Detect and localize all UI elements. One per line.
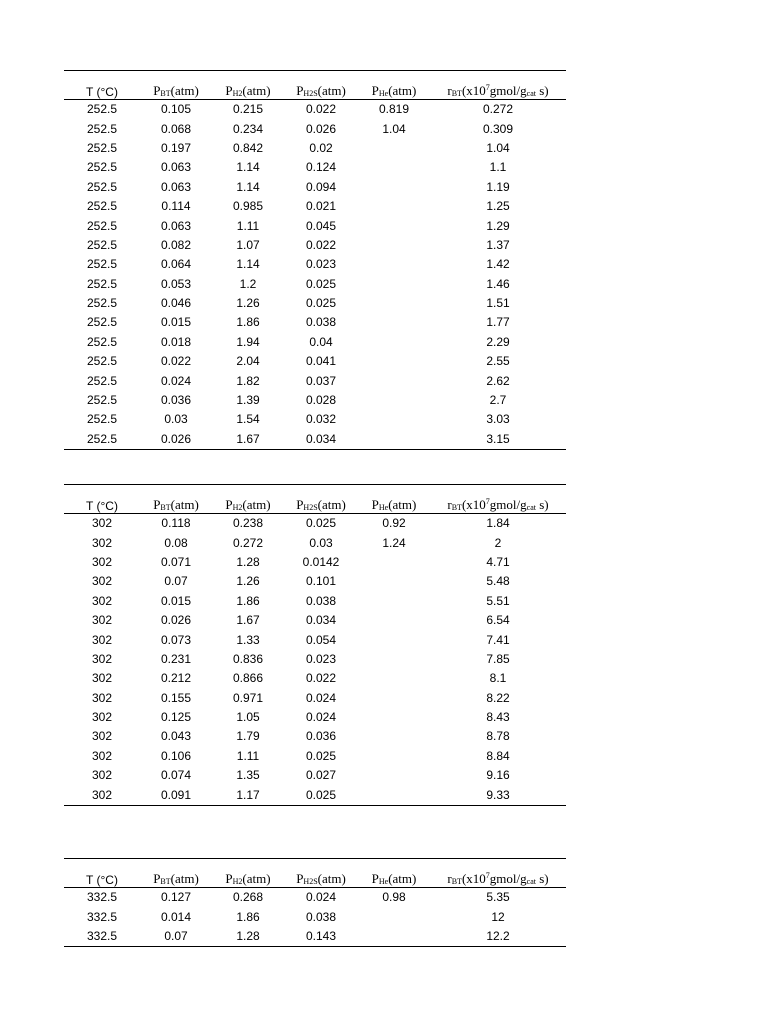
cell-p-bt: 0.231 xyxy=(160,651,192,666)
table-row xyxy=(64,689,566,708)
cell-temperature: 252.5 xyxy=(86,412,118,427)
cell-p-bt: 0.068 xyxy=(160,121,192,136)
table-row xyxy=(64,178,566,197)
cell-p-h2: 1.86 xyxy=(236,909,260,924)
cell-p-h2: 1.54 xyxy=(236,412,260,427)
cell-p-h2: 1.33 xyxy=(236,632,260,647)
cell-p-h2: 1.17 xyxy=(236,787,260,802)
table-row xyxy=(64,727,566,746)
cell-p-bt: 0.015 xyxy=(160,315,192,330)
cell-p-he xyxy=(358,907,430,926)
cell-p-h2: 0.971 xyxy=(232,690,264,705)
cell-rate: 1.51 xyxy=(486,296,510,311)
header-rate: $r_{BT}(x10^7gmol/g_{cat}$ s) xyxy=(447,497,549,512)
cell-p-h2: 0.272 xyxy=(232,535,264,550)
cell-temperature: 302 xyxy=(91,690,113,705)
cell-p-he xyxy=(358,294,430,313)
header-p-bt: $P_{BT}(atm)$ xyxy=(153,83,199,98)
cell-temperature: 252.5 xyxy=(86,334,118,349)
cell-p-h2s: 0.054 xyxy=(305,632,337,647)
cell-p-bt: 0.07 xyxy=(164,928,188,943)
cell-p-h2s: 0.02 xyxy=(309,140,333,155)
cell-temperature: 252.5 xyxy=(86,102,118,117)
cell-rate: 12 xyxy=(491,909,505,924)
cell-temperature: 332.5 xyxy=(86,890,118,905)
cell-temperature: 332.5 xyxy=(86,928,118,943)
cell-p-h2: 0.836 xyxy=(232,651,264,666)
cell-p-he xyxy=(358,630,430,649)
header-p-bt: $P_{BT}(atm)$ xyxy=(153,497,199,512)
cell-p-bt: 0.08 xyxy=(164,535,188,550)
cell-p-bt: 0.071 xyxy=(160,554,192,569)
cell-temperature: 302 xyxy=(91,729,113,744)
cell-rate: 3.03 xyxy=(486,412,510,427)
cell-rate: 8.22 xyxy=(486,690,510,705)
cell-p-h2: 0.234 xyxy=(232,121,264,136)
cell-p-h2s: 0.024 xyxy=(305,710,337,725)
cell-rate: 12.2 xyxy=(486,928,510,943)
cell-p-he xyxy=(358,747,430,766)
cell-temperature: 252.5 xyxy=(86,373,118,388)
cell-p-h2: 0.268 xyxy=(232,890,264,905)
cell-p-h2: 1.14 xyxy=(236,257,260,272)
cell-p-bt: 0.125 xyxy=(160,710,192,725)
table-row xyxy=(64,927,566,947)
cell-p-h2: 1.05 xyxy=(236,710,260,725)
cell-p-bt: 0.036 xyxy=(160,393,192,408)
header-p-he: $P_{He}(atm)$ xyxy=(371,871,417,886)
table-row xyxy=(64,275,566,294)
cell-rate: 1.84 xyxy=(486,516,510,531)
cell-temperature: 252.5 xyxy=(86,354,118,369)
cell-rate: 1.19 xyxy=(486,179,510,194)
cell-p-he: 1.24 xyxy=(382,535,406,550)
cell-p-he xyxy=(358,669,430,688)
cell-p-bt: 0.026 xyxy=(160,613,192,628)
table-row xyxy=(64,630,566,649)
table-body xyxy=(64,888,566,947)
cell-p-h2s: 0.023 xyxy=(305,651,337,666)
table-row xyxy=(64,572,566,591)
cell-p-h2: 0.215 xyxy=(232,102,264,117)
cell-p-h2s: 0.024 xyxy=(305,890,337,905)
table-row xyxy=(64,533,566,552)
cell-rate: 4.71 xyxy=(486,554,510,569)
cell-p-h2s: 0.036 xyxy=(305,729,337,744)
cell-temperature: 252.5 xyxy=(86,121,118,136)
cell-rate: 8.43 xyxy=(486,710,510,725)
cell-p-he xyxy=(358,197,430,216)
cell-p-he: 1.04 xyxy=(382,121,406,136)
cell-rate: 1.29 xyxy=(486,218,510,233)
table-body xyxy=(64,100,566,450)
cell-p-he xyxy=(358,430,430,450)
cell-p-he xyxy=(358,275,430,294)
cell-p-h2s: 0.022 xyxy=(305,237,337,252)
cell-rate: 2.7 xyxy=(489,393,507,408)
cell-p-h2s: 0.03 xyxy=(309,535,333,550)
cell-temperature: 332.5 xyxy=(86,909,118,924)
cell-p-bt: 0.022 xyxy=(160,354,192,369)
cell-p-he xyxy=(358,216,430,235)
table-row xyxy=(64,907,566,926)
table-row xyxy=(64,236,566,255)
cell-temperature: 302 xyxy=(91,535,113,550)
cell-temperature: 302 xyxy=(91,651,113,666)
cell-p-h2: 1.39 xyxy=(236,393,260,408)
cell-p-he xyxy=(358,553,430,572)
table-row xyxy=(64,611,566,630)
cell-p-h2: 1.67 xyxy=(236,613,260,628)
cell-p-bt: 0.074 xyxy=(160,768,192,783)
cell-p-bt: 0.091 xyxy=(160,787,192,802)
table-row xyxy=(64,352,566,371)
cell-rate: 3.15 xyxy=(486,431,510,446)
cell-temperature: 252.5 xyxy=(86,237,118,252)
table-header xyxy=(64,71,566,100)
cell-p-bt: 0.212 xyxy=(160,671,192,686)
cell-temperature: 302 xyxy=(91,748,113,763)
cell-p-h2: 1.86 xyxy=(236,315,260,330)
table-row xyxy=(64,313,566,332)
cell-p-h2s: 0.041 xyxy=(305,354,337,369)
cell-rate: 2.55 xyxy=(486,354,510,369)
cell-p-he xyxy=(358,689,430,708)
cell-p-h2: 1.14 xyxy=(236,179,260,194)
cell-p-he xyxy=(358,592,430,611)
cell-p-h2s: 0.022 xyxy=(305,671,337,686)
cell-p-h2s: 0.04 xyxy=(309,334,333,349)
cell-p-h2: 1.11 xyxy=(236,748,260,763)
cell-rate: 2.29 xyxy=(486,334,510,349)
cell-rate: 5.48 xyxy=(486,574,510,589)
cell-p-h2: 1.28 xyxy=(236,554,260,569)
cell-p-he xyxy=(358,927,430,947)
cell-p-h2: 1.07 xyxy=(236,237,260,252)
cell-p-h2s: 0.143 xyxy=(305,928,337,943)
cell-p-bt: 0.118 xyxy=(161,516,191,531)
cell-p-h2s: 0.124 xyxy=(305,160,337,175)
cell-rate: 0.272 xyxy=(482,102,514,117)
table-row xyxy=(64,139,566,158)
cell-temperature: 252.5 xyxy=(86,218,118,233)
cell-p-he xyxy=(358,766,430,785)
table-body xyxy=(64,514,566,806)
data-table-3 xyxy=(64,858,566,947)
cell-p-he: 0.92 xyxy=(382,516,406,531)
table-header xyxy=(64,485,566,514)
cell-p-he xyxy=(358,352,430,371)
cell-temperature: 302 xyxy=(91,516,113,531)
table-row xyxy=(64,333,566,352)
table-row xyxy=(64,410,566,429)
cell-temperature: 252.5 xyxy=(86,393,118,408)
table-row xyxy=(64,100,566,120)
cell-p-he xyxy=(358,178,430,197)
cell-rate: 8.1 xyxy=(489,671,507,686)
cell-rate: 7.85 xyxy=(486,651,510,666)
cell-p-h2: 1.14 xyxy=(236,160,260,175)
header-p-h2: $P_{H2}(atm)$ xyxy=(225,871,271,886)
cell-rate: 8.78 xyxy=(486,729,510,744)
cell-rate: 5.51 xyxy=(486,593,510,608)
cell-p-h2s: 0.023 xyxy=(305,257,337,272)
table-row xyxy=(64,294,566,313)
cell-p-he xyxy=(358,572,430,591)
cell-p-h2: 1.28 xyxy=(236,928,260,943)
cell-rate: 1.37 xyxy=(486,237,510,252)
cell-p-h2s: 0.025 xyxy=(305,516,337,531)
cell-p-h2s: 0.045 xyxy=(305,218,337,233)
cell-temperature: 302 xyxy=(91,787,113,802)
cell-temperature: 302 xyxy=(91,671,113,686)
header-p-h2s: $P_{H2S}(atm)$ xyxy=(296,497,346,512)
cell-p-he xyxy=(358,158,430,177)
cell-p-bt: 0.155 xyxy=(160,690,192,705)
cell-temperature: 252.5 xyxy=(86,296,118,311)
cell-temperature: 302 xyxy=(91,613,113,628)
cell-p-bt: 0.018 xyxy=(160,334,192,349)
cell-temperature: 252.5 xyxy=(86,257,118,272)
cell-p-he xyxy=(358,333,430,352)
cell-p-h2s: 0.025 xyxy=(305,296,337,311)
cell-p-he xyxy=(358,785,430,805)
cell-p-h2s: 0.101 xyxy=(305,574,337,589)
cell-p-h2s: 0.038 xyxy=(305,909,337,924)
table-header xyxy=(64,859,566,888)
cell-p-bt: 0.106 xyxy=(160,748,192,763)
cell-p-he xyxy=(358,727,430,746)
cell-p-h2s: 0.021 xyxy=(305,199,337,214)
cell-temperature: 252.5 xyxy=(86,199,118,214)
table-row xyxy=(64,592,566,611)
table-row xyxy=(64,785,566,805)
cell-p-h2s: 0.025 xyxy=(305,787,337,802)
cell-p-he xyxy=(358,611,430,630)
cell-p-h2: 1.26 xyxy=(236,296,260,311)
cell-p-h2s: 0.094 xyxy=(305,179,337,194)
data-table-1 xyxy=(64,70,566,450)
cell-p-he xyxy=(358,708,430,727)
cell-rate: 1.46 xyxy=(486,276,510,291)
cell-p-h2: 1.94 xyxy=(236,334,260,349)
cell-p-bt: 0.073 xyxy=(160,632,192,647)
cell-p-h2: 0.866 xyxy=(232,671,264,686)
cell-p-bt: 0.064 xyxy=(160,257,192,272)
cell-p-bt: 0.063 xyxy=(160,160,192,175)
cell-p-h2s: 0.028 xyxy=(305,393,337,408)
cell-p-h2s: 0.038 xyxy=(305,315,337,330)
table-row xyxy=(64,650,566,669)
header-p-he: $P_{He}(atm)$ xyxy=(371,83,417,98)
cell-rate: 5.35 xyxy=(486,890,510,905)
cell-p-h2s: 0.022 xyxy=(305,102,337,117)
header-p-h2: $P_{H2}(atm)$ xyxy=(225,83,271,98)
cell-p-he xyxy=(358,410,430,429)
cell-rate: 1.25 xyxy=(486,199,510,214)
table-row xyxy=(64,747,566,766)
cell-p-h2: 0.985 xyxy=(232,199,264,214)
cell-rate: 2.62 xyxy=(486,373,510,388)
table-row xyxy=(64,391,566,410)
cell-p-he xyxy=(358,650,430,669)
cell-temperature: 302 xyxy=(91,710,113,725)
cell-p-he: 0.98 xyxy=(382,890,406,905)
cell-rate: 9.16 xyxy=(486,768,510,783)
cell-temperature: 302 xyxy=(91,554,113,569)
table-row xyxy=(64,158,566,177)
cell-p-h2s: 0.025 xyxy=(305,276,337,291)
cell-p-h2: 1.11 xyxy=(236,218,260,233)
header-p-bt: $P_{BT}(atm)$ xyxy=(153,871,199,886)
cell-rate: 6.54 xyxy=(486,613,510,628)
cell-p-h2: 1.86 xyxy=(236,593,260,608)
header-p-he: $P_{He}(atm)$ xyxy=(371,497,417,512)
table-row xyxy=(64,669,566,688)
header-temperature: T (°C) xyxy=(86,873,118,887)
cell-temperature: 302 xyxy=(91,632,113,647)
header-rate: $r_{BT}(x10^7gmol/g_{cat}$ s) xyxy=(447,871,549,886)
cell-p-he xyxy=(358,391,430,410)
cell-p-h2: 0.238 xyxy=(232,516,264,531)
cell-p-h2: 1.26 xyxy=(236,574,260,589)
data-table-2 xyxy=(64,484,566,806)
cell-p-he xyxy=(358,236,430,255)
cell-p-h2: 1.82 xyxy=(236,373,260,388)
cell-rate: 1.42 xyxy=(486,257,510,272)
table-row xyxy=(64,216,566,235)
table-row xyxy=(64,197,566,216)
cell-temperature: 302 xyxy=(91,768,113,783)
header-p-h2: $P_{H2}(atm)$ xyxy=(225,497,271,512)
cell-p-h2s: 0.027 xyxy=(305,768,337,783)
cell-p-h2s: 0.034 xyxy=(305,613,337,628)
cell-p-he xyxy=(358,255,430,274)
cell-p-bt: 0.082 xyxy=(160,237,192,252)
cell-temperature: 252.5 xyxy=(86,160,118,175)
table-row xyxy=(64,708,566,727)
cell-p-h2s: 0.037 xyxy=(305,373,337,388)
cell-temperature: 302 xyxy=(91,593,113,608)
cell-temperature: 252.5 xyxy=(86,179,118,194)
cell-p-h2s: 0.024 xyxy=(305,690,337,705)
cell-p-h2: 1.67 xyxy=(236,431,260,446)
cell-temperature: 252.5 xyxy=(86,140,118,155)
cell-temperature: 252.5 xyxy=(86,431,118,446)
cell-p-bt: 0.046 xyxy=(160,296,192,311)
cell-p-bt: 0.053 xyxy=(160,276,192,291)
cell-p-bt: 0.03 xyxy=(164,412,188,427)
cell-p-h2s: 0.026 xyxy=(305,121,337,136)
cell-rate: 7.41 xyxy=(486,632,510,647)
header-rate: $r_{BT}(x10^7gmol/g_{cat}$ s) xyxy=(447,83,549,98)
cell-rate: 8.84 xyxy=(486,748,510,763)
cell-p-he xyxy=(358,313,430,332)
header-p-h2s: $P_{H2S}(atm)$ xyxy=(296,871,346,886)
cell-rate: 1.1 xyxy=(489,160,507,175)
cell-p-h2: 0.842 xyxy=(232,140,264,155)
cell-p-bt: 0.026 xyxy=(160,431,192,446)
cell-p-h2: 1.35 xyxy=(236,768,260,783)
cell-p-h2s: 0.032 xyxy=(305,412,337,427)
cell-rate: 1.77 xyxy=(486,315,510,330)
cell-p-h2: 1.79 xyxy=(236,729,260,744)
cell-p-bt: 0.07 xyxy=(164,574,188,589)
cell-p-bt: 0.024 xyxy=(160,373,192,388)
cell-p-he: 0.819 xyxy=(378,102,410,117)
table-row xyxy=(64,888,566,908)
cell-p-bt: 0.127 xyxy=(160,890,192,905)
cell-temperature: 252.5 xyxy=(86,315,118,330)
cell-rate: 1.04 xyxy=(486,140,510,155)
cell-p-bt: 0.015 xyxy=(160,593,192,608)
cell-temperature: 302 xyxy=(91,574,113,589)
table-row xyxy=(64,514,566,534)
header-temperature: T (°C) xyxy=(86,499,118,513)
header-temperature: T (°C) xyxy=(86,85,118,99)
table-row xyxy=(64,766,566,785)
cell-p-he xyxy=(358,139,430,158)
cell-p-bt: 0.114 xyxy=(161,199,191,214)
cell-p-bt: 0.063 xyxy=(160,218,192,233)
table-row xyxy=(64,371,566,390)
cell-p-bt: 0.014 xyxy=(160,909,192,924)
cell-p-bt: 0.043 xyxy=(160,729,192,744)
cell-rate: 9.33 xyxy=(486,787,510,802)
cell-p-bt: 0.105 xyxy=(160,102,192,117)
cell-rate: 0.309 xyxy=(482,121,514,136)
cell-rate: 2 xyxy=(494,535,502,550)
cell-temperature: 252.5 xyxy=(86,276,118,291)
cell-p-bt: 0.197 xyxy=(160,140,192,155)
cell-p-h2: 2.04 xyxy=(236,354,260,369)
table-row xyxy=(64,430,566,450)
cell-p-h2s: 0.038 xyxy=(305,593,337,608)
header-p-h2s: $P_{H2S}(atm)$ xyxy=(296,83,346,98)
cell-p-h2s: 0.034 xyxy=(305,431,337,446)
cell-p-h2s: 0.0142 xyxy=(302,554,340,569)
table-row xyxy=(64,553,566,572)
table-row xyxy=(64,255,566,274)
cell-p-h2s: 0.025 xyxy=(305,748,337,763)
cell-p-bt: 0.063 xyxy=(160,179,192,194)
cell-p-he xyxy=(358,371,430,390)
cell-p-h2: 1.2 xyxy=(239,276,257,291)
table-row xyxy=(64,119,566,138)
